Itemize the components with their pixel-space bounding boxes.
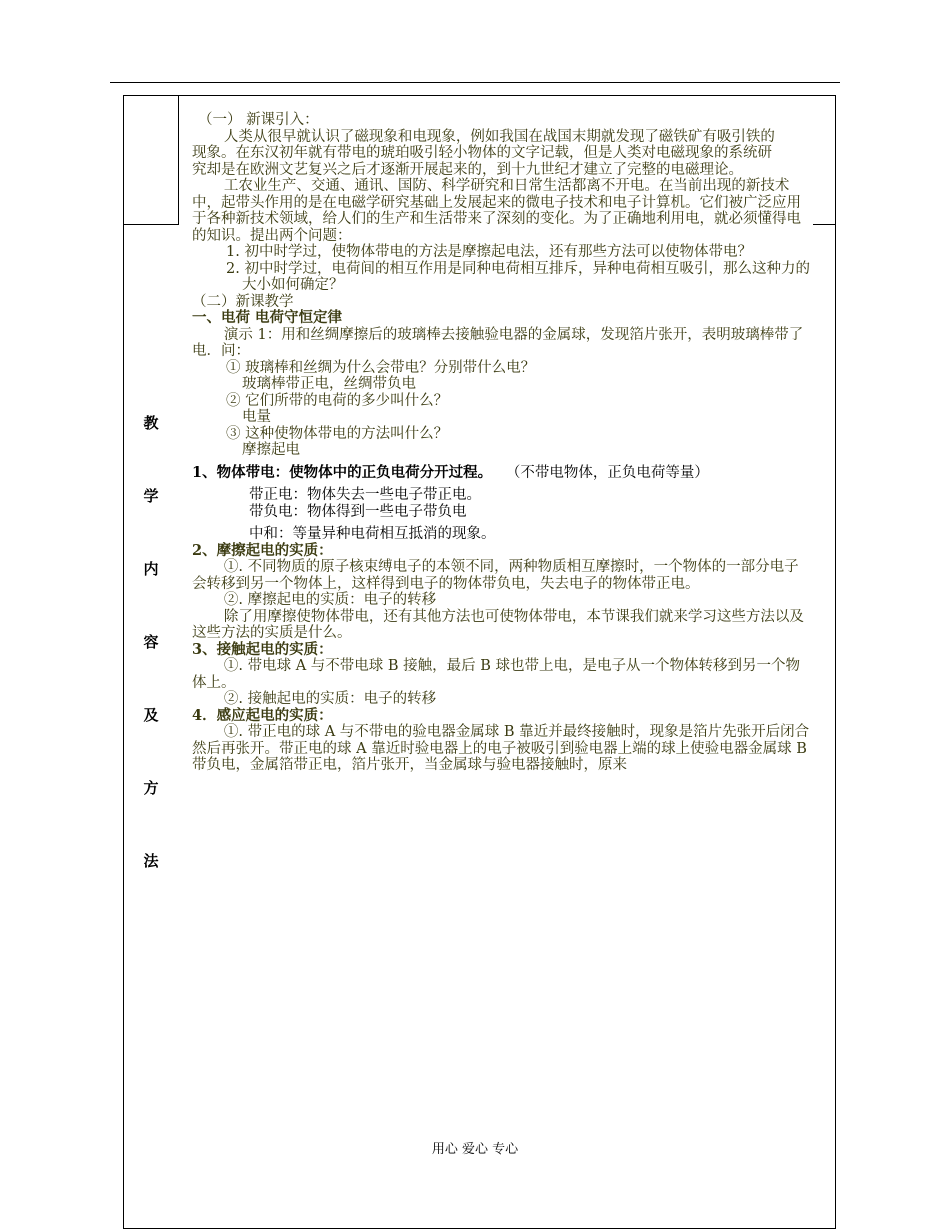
positive-charge: 带正电：物体失去一些电子带正电。 (249, 487, 481, 503)
item-3-paragraph-1: ①. 带电球 A 与不带电球 B 接触，最后 B 球也带上电，是电子从一个物体转移到另一个物体上。 (192, 658, 801, 691)
top-rule (110, 82, 840, 83)
question-2: 2. 初中时学过，电荷间的相互作用是同种电荷相互排斥，异种电荷相互吸引，那么这种力的大小如何确定？ (226, 260, 810, 293)
section-1-heading: 一、电荷 电荷守恒定律 (192, 309, 343, 326)
teaching-heading: （二）新课教学 (192, 293, 294, 310)
demo-question-2: ② 它们所带的电荷的多少叫什么？ (226, 392, 449, 409)
demo-question-3: ③ 这种使物体带电的方法叫什么？ (226, 425, 449, 442)
column-divider (178, 95, 179, 225)
item-1 (192, 465, 812, 482)
label-char: 及 (143, 706, 159, 724)
demo-1: 演示 1：用和丝绸摩擦后的玻璃棒去接触验电器的金属球，发现箔片张开，表明玻璃棒带了电．问： (192, 326, 804, 359)
section-label-column (123, 412, 179, 923)
item-3-heading: 3、接触起电的实质： (192, 640, 333, 658)
demo-question-1: ① 玻璃棒和丝绸为什么会带电？分别带什么电？ (226, 359, 536, 376)
negative-charge: 带负电：物体得到一些电子带负电 (249, 503, 467, 520)
intro-paragraph-1: 人类从很早就认识了磁现象和电现象，例如我国在战国末期就发现了磁铁矿有吸引铁的现象。在东汉初年就有带电的琥珀吸引轻小物体的文字记载，但是人类对电磁现象的系统研究却是在欧洲文艺复兴之后才逐渐开展起来的，到十九世纪才建立了完整的电磁理论。 (192, 128, 775, 178)
label-char: 法 (143, 852, 159, 870)
item-4-heading: 4．感应起电的实质： (192, 706, 333, 724)
item-3-paragraph-2: ②. 接触起电的实质：电子的转移 (223, 691, 437, 707)
item-2-paragraph-2: ②. 摩擦起电的实质：电子的转移 (223, 592, 437, 608)
item-2-paragraph-3: 除了用摩擦使物体带电，还有其他方法也可使物体带电，本节课我们就来学习这些方法以及这些方法的实质是什么。 (192, 608, 804, 641)
intro-heading: （一） 新课引入： (198, 112, 319, 128)
demo-answer-1: 玻璃棒带正电，丝绸带负电 (242, 376, 416, 392)
intro-paragraph-2: 工农业生产、交通、通讯、国防、科学研究和日常生活都离不开电。在当前出现的新技术中，起带头作用的是在电磁学研究基础上发展起来的微电子技术和电子计算机。它们被广泛应用于各种新技术领域，给人们的生产和生活带来了深刻的变化。为了正确地利用电，就必须懂得电的知识。提出两个问题： (192, 178, 801, 244)
item-1-heading: 1、物体带电：使物体中的正负电荷分开过程。 (192, 463, 493, 481)
label-char: 教 (143, 414, 159, 432)
question-1: 1. 初中时学过，使物体带电的方法是摩擦起电法，还有那些方法可以使物体带电？ (226, 244, 752, 260)
label-char: 方 (143, 779, 159, 797)
page-footer: 用心 爱心 专心 (431, 1142, 519, 1157)
label-char: 内 (143, 560, 159, 578)
label-char: 容 (143, 633, 159, 651)
demo-answer-3: 摩擦起电 (242, 442, 300, 458)
neutralization: 中和：等量异种电荷相互抵消的现象。 (249, 526, 496, 542)
item-1-note: （不带电物体，正负电荷等量） (505, 464, 709, 481)
lesson-content (192, 112, 812, 774)
item-2-heading: 2、摩擦起电的实质： (192, 541, 333, 559)
item-2-paragraph-1: ①. 不同物质的原子核束缚电子的本领不同，两种物质相互摩擦时，一个物体的一部分电子会转移到另一个物体上，这样得到电子的物体带负电，失去电子的物体带正电。 (192, 559, 799, 592)
item-4-paragraph-1: ①. 带正电的球 A 与不带电的验电器金属球 B 靠近并最终接触时，现象是箔片先张开后闭合然后再张开。带正电的球 A 靠近时验电器上的电子被吸引到验电器上端的球上使验电器金属球 B 带负电，金属箔带正电，箔片张开，当金属球与验电器接触时，原来 (192, 724, 810, 773)
label-char: 学 (143, 487, 159, 505)
demo-answer-2: 电量 (242, 409, 271, 425)
row-divider-right (813, 224, 836, 225)
row-divider-left (123, 224, 179, 225)
